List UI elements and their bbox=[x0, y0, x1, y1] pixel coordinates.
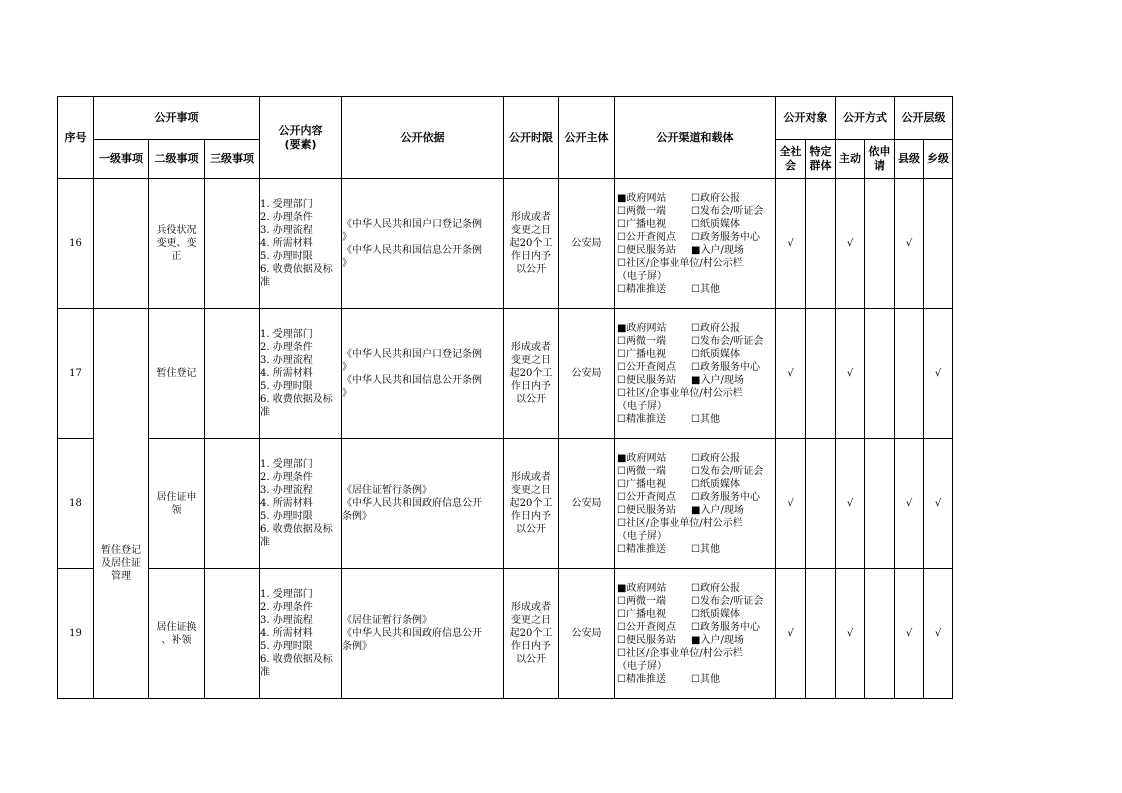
basis-line: 条例》 bbox=[342, 511, 372, 522]
channel-item: ☐发布会/听证会 bbox=[691, 335, 764, 347]
header-channels: 公开渠道和载体 bbox=[615, 97, 776, 179]
level2-cell bbox=[149, 179, 205, 309]
level2-line: 居住证申 bbox=[156, 491, 197, 503]
level3-cell bbox=[205, 179, 260, 309]
basis-line: 《中华人民共和国政府信息公开 bbox=[342, 628, 482, 639]
channel-item: ☐纸质媒体 bbox=[691, 218, 740, 230]
time-line: 作日内予 bbox=[511, 251, 551, 262]
header-target-specific-l1: 特定 bbox=[809, 145, 832, 158]
header-target-specific bbox=[806, 140, 836, 179]
time-line: 以公开 bbox=[516, 264, 546, 275]
channel-item: ☐广播电视 bbox=[617, 218, 666, 230]
method-request-mark bbox=[865, 179, 895, 309]
basis-line: 《中华人民共和国户口登记条例 bbox=[342, 218, 482, 230]
content-line: 3. 办理流程 bbox=[260, 615, 313, 626]
basis-line: 《中华人民共和国信息公开条例 bbox=[342, 374, 482, 386]
time-line: 形成或者 bbox=[511, 342, 551, 353]
content-line: 6. 收费依据及标 bbox=[260, 264, 333, 275]
level2-line: 变更、变 bbox=[156, 238, 197, 249]
content-line: 6. 收费依据及标 bbox=[260, 524, 333, 535]
target-specific-mark bbox=[806, 309, 836, 439]
basis-line: 《中华人民共和国户口登记条例 bbox=[342, 348, 482, 360]
channel-item: （电子屏） bbox=[617, 660, 667, 672]
content-line: 5. 办理时限 bbox=[260, 511, 313, 522]
content-line: 6. 收费依据及标 bbox=[260, 394, 333, 405]
content-line: 4. 所需材料 bbox=[260, 498, 313, 509]
channel-item: （电子屏） bbox=[617, 270, 667, 282]
seq-cell: 17 bbox=[58, 309, 94, 439]
channel-item: ☐发布会/听证会 bbox=[691, 595, 764, 607]
subject-cell: 公安局 bbox=[559, 439, 615, 569]
channel-item: ☐广播电视 bbox=[617, 478, 666, 490]
target-specific-mark bbox=[806, 439, 836, 569]
level1-line: 暂住登记 bbox=[101, 545, 141, 556]
header-level-county: 县级 bbox=[895, 140, 924, 179]
header-row-top bbox=[58, 97, 953, 140]
header-subject: 公开主体 bbox=[559, 97, 615, 179]
channels-cell bbox=[615, 309, 776, 439]
channel-item: ☐其他 bbox=[691, 673, 720, 685]
channel-item: ☐社区/企事业单位/村公示栏 bbox=[617, 387, 743, 399]
level2-line: 暂住登记 bbox=[156, 368, 197, 379]
channels-list bbox=[615, 192, 775, 296]
level1-line: 管理 bbox=[111, 571, 131, 582]
basis-line: 《中华人民共和国政府信息公开 bbox=[342, 498, 482, 509]
time-line: 变更之日 bbox=[511, 225, 551, 236]
target-all-mark: √ bbox=[776, 179, 806, 309]
channel-item: ☐精准推送 bbox=[617, 673, 666, 685]
channel-item: ■政府网站 bbox=[617, 582, 667, 594]
header-method-request-l1: 依申 bbox=[868, 145, 891, 158]
table-row bbox=[58, 179, 953, 309]
method-active-mark: √ bbox=[836, 179, 865, 309]
content-line: 准 bbox=[260, 277, 270, 288]
content-line: 6. 收费依据及标 bbox=[260, 654, 333, 665]
time-line: 作日内予 bbox=[511, 641, 551, 652]
channel-item: ☐政府公报 bbox=[691, 322, 740, 334]
method-request-mark bbox=[865, 309, 895, 439]
content-line: 2. 办理条件 bbox=[260, 342, 313, 353]
channels-cell bbox=[615, 439, 776, 569]
content-cell bbox=[260, 309, 342, 439]
level2-line: 兵役状况 bbox=[156, 225, 197, 236]
table-row bbox=[58, 569, 953, 699]
channel-item: ☐政务服务中心 bbox=[691, 621, 760, 633]
header-level: 公开层级 bbox=[895, 97, 953, 140]
channel-item: ☐公开查阅点 bbox=[617, 491, 676, 503]
level2-line: 领 bbox=[171, 504, 182, 516]
subject-cell: 公安局 bbox=[559, 569, 615, 699]
content-line: 5. 办理时限 bbox=[260, 381, 313, 392]
channel-item: ☐发布会/听证会 bbox=[691, 465, 764, 477]
content-line: 3. 办理流程 bbox=[260, 355, 313, 366]
header-method: 公开方式 bbox=[836, 97, 895, 140]
method-request-mark bbox=[865, 569, 895, 699]
level2-line: 居住证换 bbox=[156, 621, 197, 633]
channels-list bbox=[615, 452, 775, 556]
content-line: 准 bbox=[260, 407, 270, 418]
header-basis: 公开依据 bbox=[342, 97, 504, 179]
header-target: 公开对象 bbox=[776, 97, 836, 140]
target-all-mark: √ bbox=[776, 569, 806, 699]
channels-list bbox=[615, 322, 775, 426]
channel-item: ☐政府公报 bbox=[691, 452, 740, 464]
level-county-mark: √ bbox=[895, 569, 924, 699]
channel-item: ☐精准推送 bbox=[617, 413, 666, 425]
header-level2: 二级事项 bbox=[149, 140, 205, 179]
header-content-title: 公开内容 bbox=[278, 123, 323, 137]
level-county-mark: √ bbox=[895, 179, 924, 309]
content-line: 3. 办理流程 bbox=[260, 485, 313, 496]
level1-cell bbox=[94, 179, 149, 309]
channel-item: ☐便民服务站 bbox=[617, 374, 676, 386]
time-cell bbox=[504, 569, 559, 699]
content-line: 1. 受理部门 bbox=[260, 459, 313, 470]
basis-cell bbox=[342, 309, 504, 439]
content-line: 2. 办理条件 bbox=[260, 602, 313, 613]
content-cell bbox=[260, 569, 342, 699]
time-line: 变更之日 bbox=[511, 485, 551, 496]
channel-item: ☐社区/企事业单位/村公示栏 bbox=[617, 257, 743, 269]
channel-item: ☐纸质媒体 bbox=[691, 608, 740, 620]
channel-item: ☐广播电视 bbox=[617, 608, 666, 620]
header-target-all bbox=[776, 140, 806, 179]
header-target-specific-l2: 群体 bbox=[809, 159, 832, 172]
content-line: 准 bbox=[260, 537, 270, 548]
channel-item: ☐便民服务站 bbox=[617, 244, 676, 256]
level3-cell bbox=[205, 569, 260, 699]
time-line: 起20个工 bbox=[509, 368, 553, 379]
basis-cell bbox=[342, 439, 504, 569]
disclosure-table bbox=[57, 96, 953, 699]
channel-item: ■政府网站 bbox=[617, 322, 667, 334]
channel-item: ☐纸质媒体 bbox=[691, 478, 740, 490]
basis-cell bbox=[342, 569, 504, 699]
basis-line: 《居住证暂行条例》 bbox=[342, 485, 432, 496]
time-line: 以公开 bbox=[516, 524, 546, 535]
channel-item: ☐精准推送 bbox=[617, 283, 666, 295]
channel-item: ☐政务服务中心 bbox=[691, 361, 760, 373]
content-line: 2. 办理条件 bbox=[260, 212, 313, 223]
channel-item: ☐公开查阅点 bbox=[617, 231, 676, 243]
header-matter: 公开事项 bbox=[94, 97, 260, 140]
basis-line: 》 bbox=[342, 257, 352, 269]
table-row bbox=[58, 309, 953, 439]
seq-cell: 18 bbox=[58, 439, 94, 569]
level-town-mark: √ bbox=[924, 569, 953, 699]
seq-cell: 19 bbox=[58, 569, 94, 699]
level-town-mark: √ bbox=[924, 309, 953, 439]
content-line: 5. 办理时限 bbox=[260, 641, 313, 652]
header-level3: 三级事项 bbox=[205, 140, 260, 179]
seq-cell: 16 bbox=[58, 179, 94, 309]
header-method-request-l2: 请 bbox=[874, 159, 885, 172]
channel-item: ☐发布会/听证会 bbox=[691, 205, 764, 217]
content-line: 1. 受理部门 bbox=[260, 199, 313, 210]
time-line: 作日内予 bbox=[511, 511, 551, 522]
header-time: 公开时限 bbox=[504, 97, 559, 179]
level-town-mark: √ bbox=[924, 439, 953, 569]
content-line: 3. 办理流程 bbox=[260, 225, 313, 236]
basis-line: 》 bbox=[342, 231, 352, 243]
content-line: 2. 办理条件 bbox=[260, 472, 313, 483]
level-town-mark bbox=[924, 179, 953, 309]
content-line: 4. 所需材料 bbox=[260, 368, 313, 379]
channel-item: ☐广播电视 bbox=[617, 348, 666, 360]
channel-item: ■政府网站 bbox=[617, 192, 667, 204]
target-all-mark: √ bbox=[776, 439, 806, 569]
channel-item: ☐政府公报 bbox=[691, 582, 740, 594]
channel-item: ☐便民服务站 bbox=[617, 504, 676, 516]
channel-item: ☐其他 bbox=[691, 413, 720, 425]
level1-merged-cell bbox=[94, 309, 149, 699]
content-line: 4. 所需材料 bbox=[260, 238, 313, 249]
channel-item: ☐其他 bbox=[691, 543, 720, 555]
header-content-sub: (要素) bbox=[284, 137, 317, 151]
channel-item: ■入户/现场 bbox=[691, 504, 744, 516]
channel-item: ☐两微一端 bbox=[617, 205, 666, 217]
time-line: 起20个工 bbox=[509, 238, 553, 249]
basis-line: 《居住证暂行条例》 bbox=[342, 615, 432, 626]
level3-cell bbox=[205, 439, 260, 569]
basis-line: 《中华人民共和国信息公开条例 bbox=[342, 244, 482, 256]
channel-item: ☐两微一端 bbox=[617, 335, 666, 347]
time-line: 作日内予 bbox=[511, 381, 551, 392]
basis-cell bbox=[342, 179, 504, 309]
channels-cell bbox=[615, 179, 776, 309]
time-line: 以公开 bbox=[516, 394, 546, 405]
level2-line: 正 bbox=[171, 251, 182, 262]
channel-item: ☐其他 bbox=[691, 283, 720, 295]
channel-item: ☐政府公报 bbox=[691, 192, 740, 204]
channel-item: ☐纸质媒体 bbox=[691, 348, 740, 360]
header-level-town: 乡级 bbox=[924, 140, 953, 179]
content-line: 5. 办理时限 bbox=[260, 251, 313, 262]
channel-item: ☐公开查阅点 bbox=[617, 361, 676, 373]
header-method-request bbox=[865, 140, 895, 179]
header-method-active: 主动 bbox=[836, 140, 865, 179]
method-request-mark bbox=[865, 439, 895, 569]
level3-cell bbox=[205, 309, 260, 439]
level-county-mark bbox=[895, 309, 924, 439]
channel-item: ■入户/现场 bbox=[691, 244, 744, 256]
content-line: 1. 受理部门 bbox=[260, 329, 313, 340]
header-target-all-l1: 全社 bbox=[779, 145, 802, 158]
subject-cell: 公安局 bbox=[559, 179, 615, 309]
time-cell bbox=[504, 439, 559, 569]
channel-item: ■入户/现场 bbox=[691, 374, 744, 386]
channel-item: （电子屏） bbox=[617, 400, 667, 412]
channel-item: ☐便民服务站 bbox=[617, 634, 676, 646]
channel-item: ☐两微一端 bbox=[617, 465, 666, 477]
header-target-all-l2: 会 bbox=[785, 159, 796, 172]
channels-cell bbox=[615, 569, 776, 699]
time-cell bbox=[504, 179, 559, 309]
time-line: 起20个工 bbox=[509, 628, 553, 639]
content-cell bbox=[260, 179, 342, 309]
basis-line: 条例》 bbox=[342, 641, 372, 652]
method-active-mark: √ bbox=[836, 309, 865, 439]
header-seq: 序号 bbox=[58, 97, 94, 179]
channel-item: ☐社区/企事业单位/村公示栏 bbox=[617, 517, 743, 529]
channel-item: ☐公开查阅点 bbox=[617, 621, 676, 633]
level2-line: 、补领 bbox=[161, 634, 192, 646]
time-line: 形成或者 bbox=[511, 602, 551, 613]
level-county-mark: √ bbox=[895, 439, 924, 569]
channel-item: ☐政务服务中心 bbox=[691, 491, 760, 503]
target-specific-mark bbox=[806, 179, 836, 309]
basis-line: 》 bbox=[342, 361, 352, 373]
target-specific-mark bbox=[806, 569, 836, 699]
content-line: 1. 受理部门 bbox=[260, 589, 313, 600]
level2-cell bbox=[149, 569, 205, 699]
content-line: 准 bbox=[260, 667, 270, 678]
subject-cell: 公安局 bbox=[559, 309, 615, 439]
channel-item: ■入户/现场 bbox=[691, 634, 744, 646]
basis-line: 》 bbox=[342, 387, 352, 399]
channel-item: ■政府网站 bbox=[617, 452, 667, 464]
time-line: 以公开 bbox=[516, 654, 546, 665]
channel-item: （电子屏） bbox=[617, 530, 667, 542]
content-line: 4. 所需材料 bbox=[260, 628, 313, 639]
channel-item: ☐精准推送 bbox=[617, 543, 666, 555]
time-line: 形成或者 bbox=[511, 212, 551, 223]
level1-line: 及居住证 bbox=[101, 558, 141, 569]
time-line: 变更之日 bbox=[511, 615, 551, 626]
channels-list bbox=[615, 582, 775, 686]
channel-item: ☐政务服务中心 bbox=[691, 231, 760, 243]
time-line: 起20个工 bbox=[509, 498, 553, 509]
channel-item: ☐社区/企事业单位/村公示栏 bbox=[617, 647, 743, 659]
method-active-mark: √ bbox=[836, 569, 865, 699]
header-level1: 一级事项 bbox=[94, 140, 149, 179]
header-content bbox=[260, 97, 342, 179]
method-active-mark: √ bbox=[836, 439, 865, 569]
level2-cell bbox=[149, 439, 205, 569]
channel-item: ☐两微一端 bbox=[617, 595, 666, 607]
target-all-mark: √ bbox=[776, 309, 806, 439]
level2-cell bbox=[149, 309, 205, 439]
time-line: 形成或者 bbox=[511, 472, 551, 483]
time-line: 变更之日 bbox=[511, 355, 551, 366]
content-cell bbox=[260, 439, 342, 569]
time-cell bbox=[504, 309, 559, 439]
table-row bbox=[58, 439, 953, 569]
